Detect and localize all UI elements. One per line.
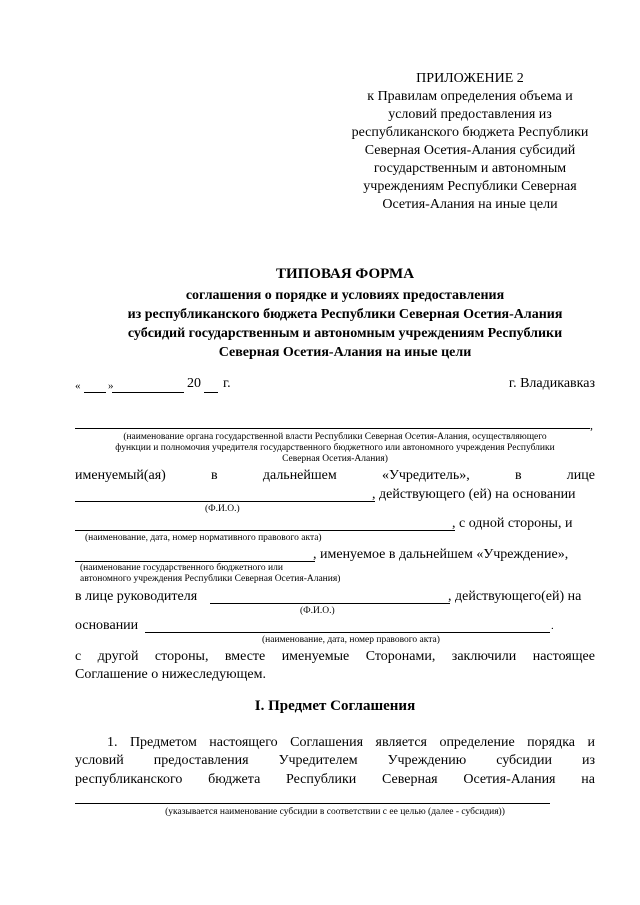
word: дальнейшем bbox=[262, 468, 337, 483]
title-heading: ТИПОВАЯ ФОРМА bbox=[275, 266, 415, 282]
word: настоящее bbox=[532, 649, 595, 664]
other-side-line2: Соглашение о нижеследующем. bbox=[75, 667, 266, 682]
institution-blank[interactable] bbox=[75, 561, 315, 562]
word: бюджета bbox=[208, 772, 261, 787]
word: лице bbox=[566, 468, 595, 483]
document-title bbox=[60, 265, 630, 362]
word: вместе bbox=[224, 649, 266, 664]
fio-caption-2: (Ф.И.О.) bbox=[300, 606, 335, 616]
word: в bbox=[514, 468, 522, 483]
word: Учреждению bbox=[387, 753, 467, 768]
title-line: субсидий государственным и автономным учреждениям Республики bbox=[127, 326, 563, 341]
word: Республики bbox=[286, 772, 357, 787]
acting-on: , действующего(ей) на bbox=[448, 589, 582, 604]
appendix-line: республиканского бюджета Республики bbox=[351, 125, 589, 140]
caption-line: Северная Осетия-Алания) bbox=[282, 454, 388, 464]
fio-caption: (Ф.И.О.) bbox=[205, 504, 240, 514]
word: и bbox=[587, 735, 595, 750]
word: Северная bbox=[381, 772, 438, 787]
title-line: Северная Осетия-Алания на иные цели bbox=[218, 345, 472, 360]
word: определение bbox=[439, 735, 515, 750]
appendix-line: государственным и автономным bbox=[373, 161, 567, 176]
word: именуемый(ая) bbox=[75, 468, 166, 483]
date-line bbox=[75, 375, 595, 395]
word: республиканского bbox=[75, 772, 183, 787]
legal-act-blank[interactable] bbox=[75, 530, 455, 531]
caption-line: автономного учреждения Республики Северная Осетия-Алания) bbox=[80, 574, 341, 584]
caption-line: (наименование органа государственной власти Республики Северная Осетия-Алания, осуществляющего bbox=[123, 432, 547, 442]
open-quote: « bbox=[75, 380, 81, 392]
month-blank[interactable] bbox=[112, 392, 184, 393]
year-prefix: 20 bbox=[187, 376, 201, 391]
word: в bbox=[211, 468, 218, 483]
word: настоящего bbox=[209, 735, 278, 750]
comma: , bbox=[590, 418, 593, 432]
appendix-line: к Правилам определения объема и bbox=[367, 89, 573, 104]
section-title: I. Предмет Соглашения bbox=[254, 698, 416, 714]
act-caption: (наименование, дата, номер правового акта) bbox=[262, 635, 440, 645]
representative-blank[interactable] bbox=[75, 501, 375, 502]
legal-act-caption: (наименование, дата, номер нормативного правового акта) bbox=[85, 533, 322, 543]
word: субсидии bbox=[496, 753, 552, 768]
appendix-line: условий предоставления из bbox=[388, 107, 552, 122]
word: именуемые bbox=[281, 649, 350, 664]
other-side-line1 bbox=[75, 648, 595, 666]
word: стороны, bbox=[154, 649, 209, 664]
period: . bbox=[551, 620, 554, 632]
para1-line3 bbox=[75, 771, 595, 789]
subsidy-blank[interactable] bbox=[75, 803, 550, 804]
year-suffix: г. bbox=[223, 376, 231, 391]
basis-blank[interactable] bbox=[145, 632, 550, 633]
acting-basis: , действующего (ей) на основании bbox=[372, 487, 576, 502]
word: 1. bbox=[107, 735, 118, 750]
word: Сторонами, bbox=[365, 649, 436, 664]
appendix-line: ПРИЛОЖЕНИЕ 2 bbox=[416, 71, 524, 86]
word: из bbox=[581, 753, 595, 768]
appendix-line: учреждениям Республики Северная bbox=[363, 179, 577, 194]
head-blank[interactable] bbox=[210, 603, 450, 604]
word: «Учредитель», bbox=[381, 468, 470, 483]
word: Предметом bbox=[129, 735, 197, 750]
word: заключили bbox=[451, 649, 517, 664]
basis-word: основании bbox=[75, 618, 139, 633]
title-line: соглашения о порядке и условиях предоставления bbox=[185, 288, 505, 303]
named-row bbox=[75, 467, 595, 485]
para1-line1 bbox=[107, 734, 595, 752]
institution-named: , именуемое в дальнейшем «Учреждение», bbox=[313, 547, 569, 562]
word: с bbox=[75, 649, 82, 664]
caption-line: (наименование государственного бюджетного или bbox=[80, 563, 283, 573]
word: порядка bbox=[527, 735, 575, 750]
caption-line: функции и полномочия учредителя государственного бюджетного или автономного учреждения Республики bbox=[115, 443, 555, 453]
one-side: , с одной стороны, и bbox=[452, 516, 573, 531]
word: на bbox=[581, 772, 595, 787]
appendix-line: Северная Осетия-Алания субсидий bbox=[364, 143, 576, 158]
word: является bbox=[375, 735, 427, 750]
founder-caption bbox=[75, 432, 595, 465]
head-person: в лице руководителя bbox=[75, 589, 198, 604]
word: условий bbox=[75, 753, 124, 768]
appendix-header bbox=[320, 70, 620, 214]
subsidy-caption: (указывается наименование субсидии в соответствии с ее целью (далее - субсидия)) bbox=[165, 807, 505, 817]
year-blank[interactable] bbox=[204, 392, 218, 393]
word: Осетия-Алания bbox=[463, 772, 556, 787]
institution-caption bbox=[80, 563, 340, 585]
appendix-line: Осетия-Алания на иные цели bbox=[382, 197, 558, 212]
word: Соглашения bbox=[290, 735, 364, 750]
word: другой bbox=[97, 649, 139, 664]
word: предоставления bbox=[153, 753, 249, 768]
day-blank[interactable] bbox=[84, 392, 106, 393]
title-line: из республиканского бюджета Республики Северная Осетия-Алания bbox=[127, 307, 563, 322]
close-quote: » bbox=[108, 380, 114, 392]
word: Учредителем bbox=[278, 753, 358, 768]
founder-blank[interactable] bbox=[75, 428, 590, 429]
para1-line2 bbox=[75, 752, 595, 770]
city: г. Владикавказ bbox=[508, 376, 595, 391]
